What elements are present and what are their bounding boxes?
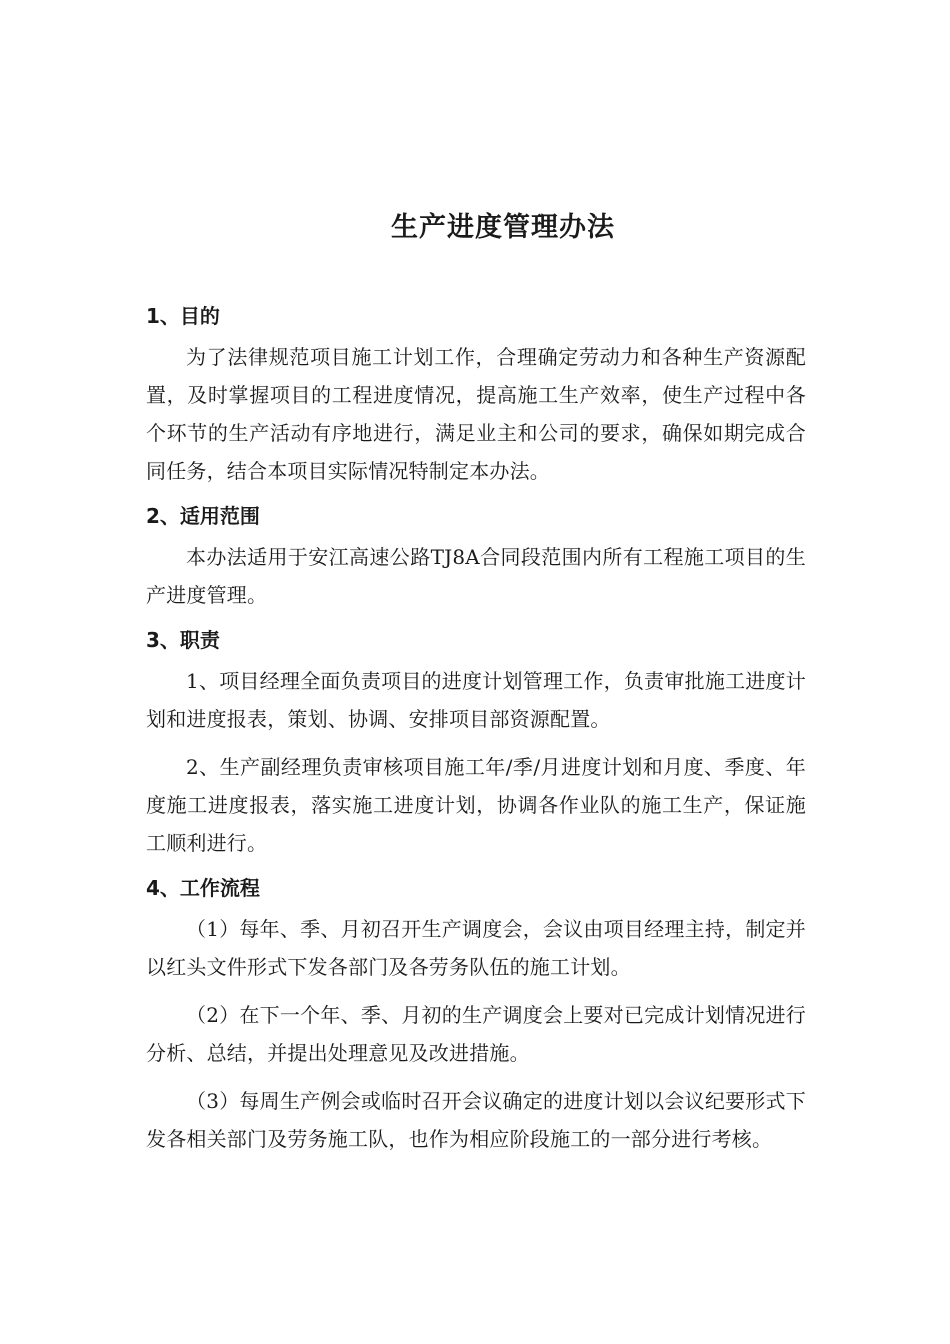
section-responsibilities — [146, 624, 806, 862]
section-heading: 1、目的 — [146, 304, 220, 328]
document-body — [146, 300, 806, 1168]
paragraph: 1、项目经理全面负责项目的进度计划管理工作，负责审批施工进度计划和进度报表，策划、协调、安排项目部资源配置。 — [146, 669, 806, 731]
section-workflow — [146, 872, 806, 1158]
document-title: 生产进度管理办法 — [391, 212, 615, 243]
paragraph: （3）每周生产例会或临时召开会议确定的进度计划以会议纪要形式下发各相关部门及劳务施工队，也作为相应阶段施工的一部分进行考核。 — [146, 1089, 806, 1151]
section-heading: 4、工作流程 — [146, 876, 260, 900]
paragraph: 2、生产副经理负责审核项目施工年/季/月进度计划和月度、季度、年度施工进度报表，落实施工进度计划，协调各作业队的施工生产，保证施工顺利进行。 — [146, 755, 806, 855]
section-scope — [146, 500, 806, 614]
paragraph: 本办法适用于安江高速公路TJ8A合同段范围内所有工程施工项目的生产进度管理。 — [146, 545, 806, 607]
paragraph: 为了法律规范项目施工计划工作，合理确定劳动力和各种生产资源配置，及时掌握项目的工程进度情况，提高施工生产效率，使生产过程中各个环节的生产活动有序地进行，满足业主和公司的要求，确保如期完成合同任务，结合本项目实际情况特制定本办法。 — [146, 345, 806, 483]
section-heading: 3、职责 — [146, 628, 220, 652]
paragraph: （2）在下一个年、季、月初的生产调度会上要对已完成计划情况进行分析、总结，并提出处理意见及改进措施。 — [146, 1003, 806, 1065]
section-purpose — [146, 300, 806, 490]
section-heading: 2、适用范围 — [146, 504, 260, 528]
paragraph: （1）每年、季、月初召开生产调度会，会议由项目经理主持，制定并以红头文件形式下发各部门及各劳务队伍的施工计划。 — [146, 917, 806, 979]
